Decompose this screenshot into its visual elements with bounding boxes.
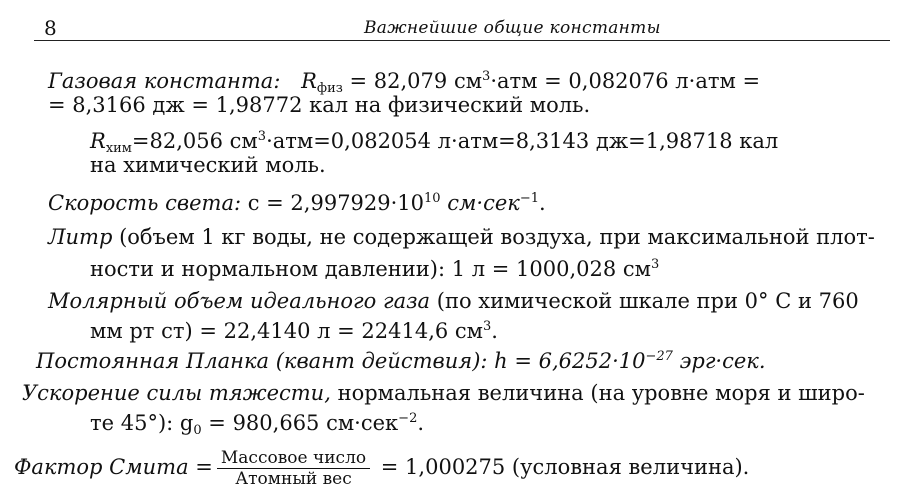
page-number: 8 (44, 16, 57, 40)
speed-of-light-unit: см·сек (440, 191, 520, 215)
smith-fraction (217, 448, 370, 489)
gas-l3-exp: 3 (257, 129, 267, 144)
speed-of-light-line (48, 186, 546, 216)
page-header (34, 10, 890, 40)
gas-constant-line-2 (48, 92, 590, 118)
gas-l3-rest: ·атм=0,082054 л·атм=8,3143 дж=1,98718 кал (266, 129, 779, 153)
running-title: Важнейшие общие константы (364, 18, 661, 38)
speed-of-light-exp: 10 (424, 191, 441, 206)
header-rule (34, 40, 890, 41)
litre-line-1 (48, 224, 875, 250)
gas-l3-value: =82,056 см (131, 129, 258, 153)
gravity-l2-b: = 980,665 см·сек (201, 411, 399, 435)
molar-volume-line-1 (48, 288, 859, 314)
smith-denominator: Атомный вес (235, 469, 352, 489)
r-phys-subscript: физ (316, 81, 343, 96)
gas-l1-exp: 3 (482, 69, 491, 84)
smith-value: = 1,000275 (условная величина). (374, 455, 750, 479)
molar-volume-line-2 (90, 314, 498, 344)
planck-exp: −27 (645, 349, 673, 364)
gas-l1-value: = 82,079 см (342, 69, 483, 93)
gravity-l2-sub: 0 (193, 423, 202, 438)
smith-numerator: Массовое число (217, 448, 370, 469)
gravity-label: Ускорение силы тяжести, (22, 381, 331, 405)
gas-constant-line-4 (90, 152, 326, 178)
gas-l2: = 8,3166 дж = 1,98772 кал на физический моль. (48, 93, 591, 117)
gravity-l2-exp: −2 (398, 411, 418, 426)
molar-l2-tail: . (491, 319, 498, 343)
r-chem-subscript: хим (105, 141, 132, 156)
r-chem-symbol: R (90, 129, 106, 153)
smith-eq: = (188, 455, 213, 479)
molar-volume-label: Молярный объем идеального газа (48, 289, 431, 313)
gas-constant-label: Газовая константа: (48, 69, 281, 93)
gravity-line-1 (22, 380, 865, 406)
planck-text: Постоянная Планка (квант действия): h = 6,6252·10 (36, 349, 646, 373)
molar-l1: (по химической шкале при 0° C и 760 (430, 289, 859, 313)
speed-of-light-unit-exp: −1 (519, 191, 540, 206)
smith-factor-line (14, 448, 749, 489)
planck-line (36, 344, 766, 374)
gravity-l2-tail: . (417, 411, 425, 435)
speed-of-light-value: c = 2,997929·10 (241, 191, 425, 215)
gravity-l2-a: те 45°): g (90, 411, 194, 435)
litre-label: Литр (48, 225, 113, 249)
molar-l2-exp: 3 (483, 319, 492, 334)
gravity-line-2 (90, 406, 424, 444)
planck-tail: эрг·сек. (672, 349, 766, 373)
litre-l1: (объем 1 кг воды, не содержащей воздуха, при максимальной плот- (112, 225, 875, 249)
litre-l2-exp: 3 (651, 257, 660, 272)
smith-factor-label: Фактор Смита (14, 455, 189, 479)
speed-of-light-tail: . (539, 191, 546, 215)
speed-of-light-label: Скорость света: (48, 191, 242, 215)
gas-l1-rest: ·атм = 0,082076 л·атм = (490, 69, 761, 93)
litre-line-2 (90, 252, 659, 282)
gravity-l1: нормальная величина (на уровне моря и широ- (330, 381, 865, 405)
gas-l4: на химический моль. (90, 153, 326, 177)
molar-l2: мм рт ст) = 22,4140 л = 22414,6 см (90, 319, 484, 343)
litre-l2: ности и нормальном давлении): 1 л = 1000,028 см (90, 257, 651, 281)
r-phys-symbol: R (301, 69, 317, 93)
